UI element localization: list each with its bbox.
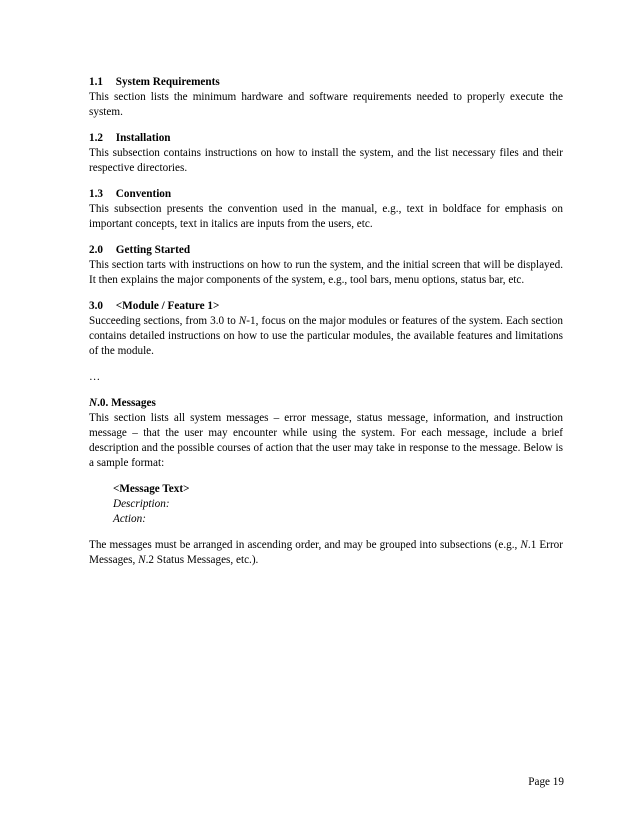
- page-content: [89, 75, 563, 568]
- variable-n: N: [89, 397, 98, 409]
- body-text: Succeeding sections, from 3.0 to: [89, 315, 239, 327]
- section-body: This section lists the minimum hardware and software requirements needed to properly execute the system.: [89, 91, 563, 118]
- section-body: [89, 314, 563, 359]
- section-title: Getting Started: [115, 244, 191, 256]
- section-title: System Requirements: [115, 76, 220, 88]
- sample-message-text: <Message Text>: [113, 483, 190, 495]
- body-text: The messages must be arranged in ascending order, and may be grouped into subsections (e.g.,: [89, 539, 521, 551]
- section-heading: [89, 299, 563, 314]
- section-title: <Module / Feature 1>: [115, 300, 220, 312]
- ellipsis: …: [89, 371, 101, 383]
- section-number: .0.: [97, 397, 109, 409]
- section-title: Messages: [111, 397, 156, 409]
- section-number: 1.2: [89, 132, 103, 144]
- section-getting-started: [89, 243, 563, 288]
- variable-n: N: [520, 539, 528, 551]
- closing-paragraph: [89, 538, 563, 568]
- variable-n: N: [138, 554, 146, 566]
- section-system-requirements: [89, 75, 563, 120]
- section-convention: [89, 187, 563, 232]
- section-title: Installation: [115, 132, 171, 144]
- section-heading: [89, 131, 563, 146]
- body-text: .2 Status Messages, etc.).: [145, 554, 259, 566]
- variable-n: N: [238, 315, 247, 327]
- section-number: 1.3: [89, 188, 103, 200]
- sample-action: Action:: [113, 513, 146, 525]
- sample-format: [113, 482, 563, 527]
- section-module-feature-1: [89, 299, 563, 359]
- sample-description: Description:: [113, 498, 170, 510]
- section-number: 3.0: [89, 300, 103, 312]
- body-text: -1, focus on the major modules or features of the system. Each section contains detailed instructions on how to use the particular modules, the available features and limitations of the module.: [89, 315, 563, 357]
- section-number: 2.0: [89, 244, 103, 256]
- section-body: This section lists all system messages – error message, status message, information, and instruction message – that the user may encounter while using the system. For each message, include a brief description and the possible courses of action that the user may take in response to the message. Below is a sample format:: [89, 412, 563, 469]
- section-body: This subsection contains instructions on how to install the system, and the list necessary files and their respective directories.: [89, 147, 563, 174]
- section-messages: [89, 396, 563, 471]
- body-text: .1 Error Messages,: [89, 539, 563, 566]
- section-installation: [89, 131, 563, 176]
- section-body: This subsection presents the convention used in the manual, e.g., text in boldface for emphasis on important concepts, text in italics are inputs from the users, etc.: [89, 203, 563, 230]
- section-title: Convention: [115, 188, 172, 200]
- section-number: 1.1: [89, 76, 103, 88]
- section-body: This section tarts with instructions on how to run the system, and the initial screen that will be displayed. It then explains the major components of the system, e.g., tool bars, menu options, status bar, etc.: [89, 259, 563, 286]
- section-heading: [89, 75, 563, 90]
- section-heading: [89, 243, 563, 258]
- section-heading: [89, 396, 563, 411]
- page-number: Page 19: [528, 776, 564, 788]
- section-heading: [89, 187, 563, 202]
